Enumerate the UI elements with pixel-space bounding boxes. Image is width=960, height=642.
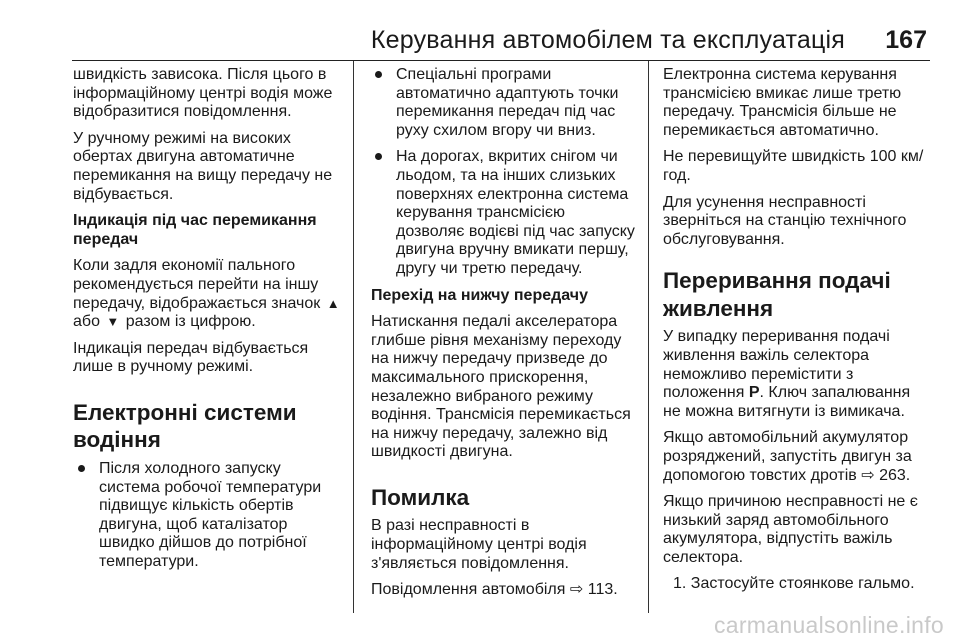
- page-reference-link[interactable]: 263.: [879, 466, 911, 484]
- bullet-list: [73, 460, 343, 572]
- bullet-icon: [78, 465, 85, 472]
- header-divider: [72, 60, 930, 61]
- paragraph: Не перевищуйте швидкість 100 км/год.: [663, 148, 924, 184]
- paragraph-gear-indication: [73, 257, 343, 331]
- paragraph: Якщо причиною несправності не є низький заряд автомобільного акумулятора, відпустіть важіль селектора.: [663, 493, 918, 566]
- paragraph-text: або: [73, 313, 100, 331]
- section-heading-kickdown: Перехід на нижчу передачу: [371, 286, 588, 304]
- list-item-text: Після холодного запуску система робочої температури підвищує кількість обертів двигуна, щоб каталізатор швидко дійшов до потрібної температури.: [99, 459, 322, 570]
- section-heading-fault: Помилка: [371, 484, 470, 510]
- page-reference-icon: ⇨: [861, 466, 875, 484]
- paragraph-reference: [371, 581, 637, 600]
- section-heading-gear-indication: Індикація під час перемикання передач: [73, 212, 317, 248]
- paragraph-text: У випадку переривання подачі живлення важіль селектора неможливо перемістити з положення: [663, 328, 890, 402]
- bullet-list: [371, 66, 637, 279]
- paragraph-text: . Ключ запалювання не можна витягнути із вимикача.: [663, 384, 911, 420]
- arrow-down-icon: ▼: [106, 314, 120, 330]
- section-heading-power-interruption: Переривання подачі живлення: [663, 268, 891, 321]
- paragraph: Електронна система керування трансмісією вмикає лише третю передачу. Трансмісія більше не перемикається автоматично.: [663, 66, 902, 139]
- watermark: carmanualsonline.info: [713, 612, 944, 638]
- column-divider-2: [648, 61, 649, 613]
- column-1: [73, 66, 343, 579]
- page-header: [0, 0, 960, 60]
- page-reference-icon: ⇨: [569, 581, 584, 599]
- paragraph: [663, 328, 929, 421]
- header-title: Керування автомобілем та експлуатація: [370, 26, 845, 54]
- paragraph: швидкість зависока. Після цього в інформаційному центрі водія може відобразитися повідомлення.: [73, 66, 333, 121]
- paragraph: Індикація передач відбувається лише в ручному режимі.: [73, 339, 309, 376]
- bullet-icon: [375, 153, 382, 160]
- paragraph: Для усунення несправності зверніться на станцію технічного обслуговування.: [663, 193, 907, 248]
- list-item-text: Спеціальні програми автоматично адаптують точки перемикання передач під час руху схилом вгору чи вниз.: [396, 66, 619, 139]
- list-item: [371, 66, 637, 140]
- arrow-up-icon: ▲: [326, 295, 340, 311]
- column-3: [663, 66, 929, 594]
- paragraph-text: разом із цифрою.: [125, 313, 256, 331]
- paragraph: Натискання педалі акселератора глибше рівня механізму переходу на нижчу передачу призведе до максимального прискорення, незалежно вибраного режиму водіння. Трансмісія перемикається на нижчу передачу, залежно від швидкості двигуна.: [371, 313, 631, 461]
- numbered-list: [663, 575, 929, 594]
- column-2: [371, 66, 637, 608]
- selector-position-p: P: [748, 384, 760, 402]
- page-reference-link[interactable]: 113.: [587, 581, 618, 599]
- list-item-text: На дорогах, вкритих снігом чи льодом, та на інших слизьких поверхнях електронна система керування трансмісією дозволяє водієві під час запуску двигуна вручну вмикати першу, другу чи третю передачу.: [396, 148, 635, 277]
- list-item: 1. Застосуйте стоянкове гальмо.: [673, 575, 915, 593]
- paragraph-text: Коли задля економії пального рекомендується перейти на іншу передачу, відображається значок: [73, 257, 321, 312]
- list-item: [73, 460, 343, 572]
- paragraph: В разі несправності в інформаційному центрі водія з'являється повідомлення.: [371, 517, 587, 572]
- list-item: [371, 148, 637, 278]
- paragraph-text: Повідомлення автомобіля: [371, 581, 566, 599]
- bullet-icon: [375, 71, 382, 78]
- page-number: 167: [885, 26, 927, 54]
- paragraph-text: Якщо автомобільний акумулятор розряджений, запустіть двигун за допомогою товстих дротів: [663, 429, 912, 484]
- column-divider-1: [353, 61, 354, 613]
- paragraph: У ручному режимі на високих обертах двигуна автоматичне перемикання на вищу передачу не відбувається.: [73, 129, 333, 203]
- paragraph-reference: [663, 429, 929, 485]
- section-heading-electronic-systems: Електронні системи водіння: [73, 399, 297, 453]
